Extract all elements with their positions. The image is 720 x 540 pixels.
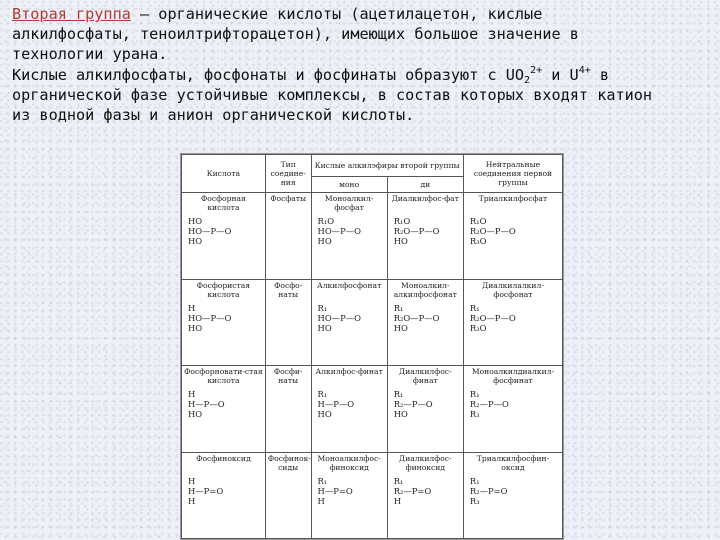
header-acid: Кислота bbox=[182, 155, 266, 193]
table-row bbox=[182, 366, 563, 453]
acid-name: Фосфинокcид bbox=[196, 453, 251, 463]
formula-line: H—P=O bbox=[317, 485, 353, 496]
table-row bbox=[182, 193, 563, 280]
formula-line: HO—P—O bbox=[188, 312, 232, 323]
structural-formula bbox=[390, 389, 461, 419]
formula-line: R₁ bbox=[317, 389, 328, 399]
text-line-2: алкилфосфаты, теноилтрифторацетон), имеющих большое значение в bbox=[12, 25, 579, 44]
header-type: Тип соедине-ния bbox=[265, 155, 311, 193]
di-name: Диалкилфос-финат bbox=[399, 367, 452, 385]
formula-line: R₁ bbox=[469, 302, 480, 313]
di-name: Моноалкил-алкилфосфонат bbox=[393, 280, 457, 299]
formula-line: R₁ bbox=[469, 389, 480, 399]
text-line-5: органической фазе устойчивые комплексы, в состав которых входят катион bbox=[12, 85, 653, 104]
formula-line: HO bbox=[317, 236, 332, 246]
formula-line: HO—P—O bbox=[317, 312, 361, 323]
table-row bbox=[182, 279, 563, 366]
text-line-4: Кислые алкилфосфаты, фосфонаты и фосфинаты образуют с $UO_2^{2+}$ и $U^{4+}$ в bbox=[12, 64, 610, 86]
structural-formula bbox=[314, 303, 385, 333]
cell-type bbox=[265, 279, 311, 366]
neutral-name: Диалкилалкил-фосфонат bbox=[482, 280, 544, 299]
table-row bbox=[182, 452, 563, 539]
formula-line: R₁O bbox=[317, 216, 335, 226]
mono-name: Моноалкил-фосфат bbox=[324, 194, 374, 212]
cell-neutral bbox=[463, 452, 562, 539]
formula-line: HO bbox=[393, 322, 408, 333]
formula-line: HO—P—O bbox=[317, 226, 361, 236]
neutral-name: Триалкилфосфин-оксид bbox=[476, 453, 550, 472]
header-neutral: Нейтральные соединения первой группы bbox=[463, 155, 562, 193]
formula-line: H bbox=[188, 302, 196, 313]
di-name: Диалкилфос-фат bbox=[391, 194, 459, 203]
formula-line: HO—P—O bbox=[188, 226, 232, 236]
formula-line: H bbox=[188, 475, 196, 486]
formula-line: R₂O—P—O bbox=[393, 226, 440, 236]
formula-line: R₂—P=O bbox=[469, 485, 508, 496]
cell-mono bbox=[311, 366, 387, 453]
formula-line: R₂—P—O bbox=[469, 399, 509, 409]
highlight-term: Вторая группа bbox=[12, 5, 131, 23]
acid-name: Фосфорная кислота bbox=[200, 194, 246, 212]
structural-formula bbox=[390, 216, 461, 246]
di-name: Диалкилфос-финоксид bbox=[399, 453, 452, 472]
mono-name: Алкилфос-финат bbox=[315, 367, 383, 376]
cell-acid bbox=[182, 452, 266, 539]
formula-line: R₂O—P—O bbox=[393, 312, 440, 323]
cell-neutral bbox=[463, 193, 562, 280]
formula-line: R₂—P—O bbox=[393, 399, 433, 409]
cell-acid bbox=[182, 193, 266, 280]
structural-formula bbox=[466, 476, 560, 506]
structural-formula bbox=[184, 303, 263, 333]
cell-di bbox=[387, 193, 463, 280]
cell-di bbox=[387, 452, 463, 539]
cell-neutral bbox=[463, 279, 562, 366]
type-name: Фосфо-наты bbox=[274, 280, 303, 299]
header-acid-esters: Кислые алкилэфиры второй группы bbox=[311, 155, 463, 177]
formula-line: R₁ bbox=[393, 475, 404, 486]
structural-formula bbox=[314, 389, 385, 419]
text-line-6: из водной фазы и анион органической кислоты. bbox=[12, 106, 415, 125]
cell-mono bbox=[311, 279, 387, 366]
formula-line: HO bbox=[317, 409, 332, 419]
structural-formula bbox=[184, 389, 263, 419]
formula-line: H—P—O bbox=[317, 399, 355, 409]
formula-line: HO bbox=[188, 322, 203, 333]
formula-line: R₂O—P—O bbox=[469, 226, 516, 236]
structural-formula bbox=[466, 389, 560, 419]
formula-line: HO bbox=[317, 322, 332, 333]
header-di: ди bbox=[387, 177, 463, 193]
structural-formula bbox=[390, 303, 461, 333]
acid-name: Фосфорновати-стая кислота bbox=[184, 367, 263, 385]
formula-line: R₁O bbox=[393, 216, 411, 226]
formula-line: H bbox=[317, 495, 325, 506]
acid-name: Фосфористая кислота bbox=[196, 280, 251, 299]
cell-type bbox=[265, 193, 311, 280]
type-name: Фосфи-наты bbox=[273, 367, 303, 385]
formula-line: R₂O—P—O bbox=[469, 312, 516, 323]
formula-line: H bbox=[188, 389, 196, 399]
structural-formula bbox=[314, 476, 385, 506]
formula-line: R₁ bbox=[393, 302, 404, 313]
cell-acid bbox=[182, 279, 266, 366]
formula-line: H bbox=[393, 495, 402, 506]
structural-formula bbox=[466, 216, 560, 246]
cell-type bbox=[265, 452, 311, 539]
formula-line: R₁ bbox=[317, 302, 328, 313]
cell-di bbox=[387, 279, 463, 366]
formula-line: H bbox=[188, 495, 196, 506]
mono-name: Моноалкилфос-финоксид bbox=[317, 453, 381, 472]
formula-line: R₁ bbox=[469, 475, 480, 486]
cell-type bbox=[265, 366, 311, 453]
formula-line: H—P=O bbox=[188, 485, 224, 496]
formula-line: HO bbox=[393, 236, 408, 246]
cell-di bbox=[387, 366, 463, 453]
formula-line: R₁ bbox=[393, 389, 404, 399]
text-line-3: технологии урана. bbox=[12, 45, 168, 64]
cell-neutral bbox=[463, 366, 562, 453]
structural-formula bbox=[466, 303, 560, 333]
formula-line: HO bbox=[393, 409, 408, 419]
formula-line: R₃O bbox=[469, 322, 487, 333]
cell-mono bbox=[311, 452, 387, 539]
formula-line: R₃ bbox=[469, 409, 480, 419]
type-name: Фосфаты bbox=[270, 194, 307, 203]
formula-line: R₃O bbox=[469, 236, 487, 246]
formula-line: R₁O bbox=[469, 216, 487, 226]
formula-line: R₁ bbox=[317, 475, 328, 486]
structural-formula bbox=[314, 216, 385, 246]
cell-acid bbox=[182, 366, 266, 453]
formula-line: H—P—O bbox=[188, 399, 225, 409]
formula-line: R₂—P=O bbox=[393, 485, 432, 496]
structural-formula bbox=[184, 476, 263, 506]
slide-text bbox=[12, 4, 712, 125]
formula-line: HO bbox=[188, 236, 203, 246]
cell-mono bbox=[311, 193, 387, 280]
type-name: Фосфинок-сиды bbox=[267, 453, 311, 472]
structural-formula bbox=[184, 216, 263, 246]
formula-line: HO bbox=[188, 216, 203, 226]
formula-line: HO bbox=[188, 409, 203, 419]
phosphorus-acids-table bbox=[180, 153, 564, 540]
acids-table bbox=[181, 154, 563, 539]
neutral-name: Моноалкилдиалкил-фосфинат bbox=[471, 367, 555, 385]
formula-line: R₃ bbox=[469, 495, 480, 506]
neutral-name: Триалкилфосфат bbox=[478, 194, 548, 203]
mono-name: Алкилфосфонат bbox=[316, 280, 382, 290]
header-mono: моно bbox=[311, 177, 387, 193]
structural-formula bbox=[390, 476, 461, 506]
text-line-1: Вторая группа – органические кислоты (ацетилацетон, кислые bbox=[12, 5, 543, 23]
